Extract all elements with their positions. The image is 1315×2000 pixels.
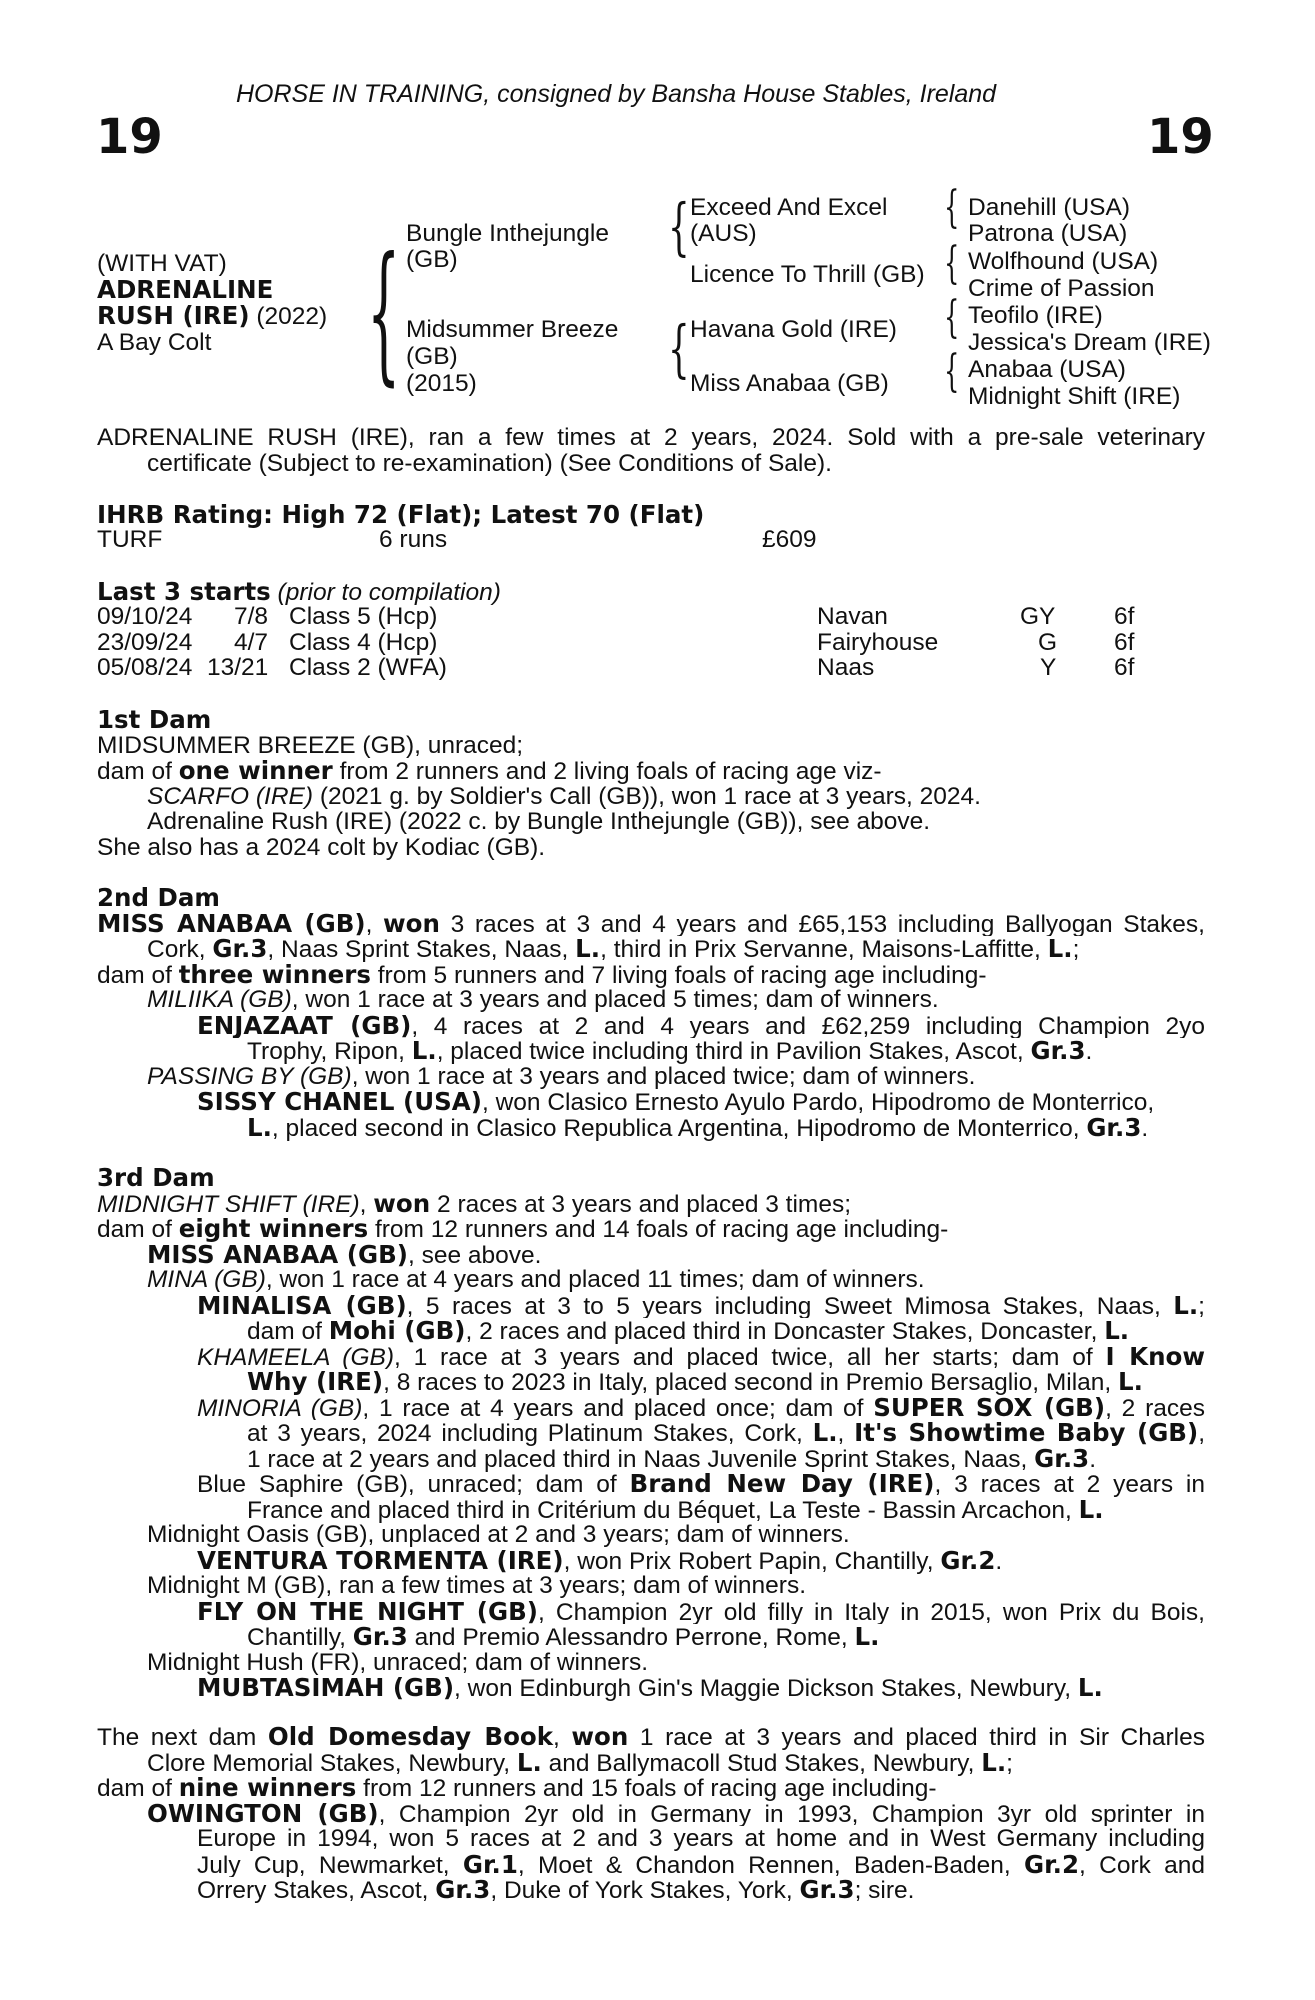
horse-name-line2-text: RUSH (IRE): [97, 301, 250, 330]
first-dam-heading: 1st Dam: [97, 705, 212, 734]
rating-earnings: £609: [762, 526, 817, 553]
pedigree-sdd: Crime of Passion: [968, 275, 1155, 302]
second-dam-line4: MILIIKA (GB), won 1 race at 3 years and placed 5 times; dam of winners.: [147, 986, 939, 1013]
first-dam-line1: MIDSUMMER BREEZE (GB), unraced;: [97, 731, 524, 759]
start-position: 7/8: [234, 603, 269, 630]
last-starts-title: Last 3 starts: [97, 577, 271, 606]
third-dam-line11: 1 race at 2 years and placed third in Naas Juvenile Sprint Stakes, Naas, Gr.3.: [247, 1443, 1097, 1473]
third-dam-heading: 3rd Dam: [97, 1163, 215, 1192]
first-dam-line3: SCARFO (IRE) (2021 g. by Soldier's Call (GB)), won 1 race at 3 years, 2024.: [147, 782, 981, 810]
intro-line2: certificate (Subject to re-examination) (See Conditions of Sale).: [147, 449, 832, 477]
third-dam-line18: Chantilly, Gr.3 and Premio Alessandro Perrone, Rome, L.: [247, 1622, 880, 1651]
pedigree-brace-ss: {: [944, 182, 960, 233]
first-dam-line2: dam of one winner from 2 runners and 2 living foals of racing age viz-: [97, 756, 882, 785]
pedigree-dam-line2: (GB): [406, 343, 458, 370]
pedigree-dds: Anabaa (USA): [968, 356, 1126, 383]
next-dam-line5: Europe in 1994, won 5 races at 2 and 3 years at home and in West Germany including: [197, 1826, 1205, 1852]
third-dam-line15: VENTURA TORMENTA (IRE), won Prix Robert Papin, Chantilly, Gr.2.: [197, 1545, 1003, 1575]
pedigree-brace-dam: {: [668, 312, 690, 385]
next-dam-line4: OWINGTON (GB), Champion 2yr old in Germany in 1993, Champion 3yr old sprinter in: [147, 1800, 1205, 1826]
start-going: Y: [1040, 654, 1057, 681]
start-distance: 6f: [1114, 654, 1135, 681]
third-dam-line4: MINA (GB), won 1 race at 4 years and placed 11 times; dam of winners.: [147, 1266, 925, 1293]
rating-heading: IHRB Rating: High 72 (Flat); Latest 70 (Flat): [97, 500, 705, 529]
horse-description: A Bay Colt: [97, 329, 212, 356]
second-dam-heading: 2nd Dam: [97, 883, 220, 912]
pedigree-ss-line2: (AUS): [690, 220, 757, 247]
third-dam-line1: MIDNIGHT SHIFT (IRE), won 2 races at 3 years and placed 3 times;: [97, 1188, 852, 1218]
pedigree-dam-line1: Midsummer Breeze: [406, 316, 619, 343]
second-dam-line7: PASSING BY (GB), won 1 race at 3 years and placed twice; dam of winners.: [147, 1062, 976, 1090]
third-dam-line2: dam of eight winners from 12 runners and 14 foals of racing age including-: [97, 1214, 949, 1243]
start-class: Class 2 (WFA): [289, 654, 447, 681]
pedigree-dd: Miss Anabaa (GB): [690, 370, 889, 397]
pedigree-ddd: Midnight Shift (IRE): [968, 383, 1181, 410]
third-dam-line7: KHAMEELA (GB), 1 race at 3 years and placed twice, all her starts; dam of I Know: [197, 1343, 1205, 1369]
vat-note: (WITH VAT): [97, 250, 227, 277]
pedigree-dam-line3: (2015): [406, 370, 477, 397]
pedigree-sire-line2: (GB): [406, 246, 458, 273]
start-course: Fairyhouse: [817, 629, 939, 656]
third-dam-line5: MINALISA (GB), 5 races at 3 to 5 years including Sweet Mimosa Stakes, Naas, L.;: [197, 1292, 1205, 1318]
pedigree-ss-line1: Exceed And Excel: [690, 194, 888, 221]
pedigree-ssd: Patrona (USA): [968, 220, 1128, 247]
third-dam-line9: MINORIA (GB), 1 race at 4 years and placed once; dam of SUPER SOX (GB), 2 races: [197, 1394, 1205, 1420]
third-dam-line19: Midnight Hush (FR), unraced; dam of winners.: [147, 1648, 649, 1676]
rating-surface: TURF: [97, 526, 163, 553]
start-class: Class 5 (Hcp): [289, 603, 438, 630]
third-dam-line8: Why (IRE), 8 races to 2023 in Italy, placed second in Premio Bersaglio, Milan, L.: [247, 1367, 1143, 1396]
pedigree-sds: Wolfhound (USA): [968, 248, 1159, 275]
second-dam-line8: SISSY CHANEL (USA), won Clasico Ernesto Ayulo Pardo, Hipodromo de Monterrico,: [197, 1087, 1155, 1116]
third-dam-line10: at 3 years, 2024 including Platinum Stakes, Cork, L., It's Showtime Baby (GB),: [247, 1420, 1205, 1446]
second-dam-line6: Trophy, Ripon, L., placed twice including third in Pavilion Stakes, Ascot, Gr.3.: [247, 1036, 1093, 1065]
second-dam-section: [97, 885, 1205, 1140]
next-dam-section: [97, 1724, 1205, 1903]
lot-number-left: 19: [96, 109, 163, 165]
next-dam-line3: dam of nine winners from 12 runners and 15 foals of racing age including-: [97, 1773, 937, 1802]
next-dam-line7: Orrery Stakes, Ascot, Gr.3, Duke of York Stakes, York, Gr.3; sire.: [197, 1875, 915, 1904]
first-dam-section: [97, 707, 1205, 860]
third-dam-line14: Midnight Oasis (GB), unplaced at 2 and 3 years; dam of winners.: [147, 1521, 850, 1548]
pedigree-sd: Licence To Thrill (GB): [690, 261, 925, 288]
start-position: 13/21: [207, 654, 269, 681]
start-class: Class 4 (Hcp): [289, 629, 438, 656]
third-dam-line3: MISS ANABAA (GB), see above.: [147, 1239, 542, 1269]
catalogue-header: HORSE IN TRAINING, consigned by Bansha House Stables, Ireland: [236, 80, 997, 108]
third-dam-line12: Blue Saphire (GB), unraced; dam of Brand New Day (IRE), 3 races at 2 years in: [197, 1471, 1205, 1497]
start-distance: 6f: [1114, 603, 1135, 630]
first-dam-line4: Adrenaline Rush (IRE) (2022 c. by Bungle Inthejungle (GB)), see above.: [147, 808, 931, 835]
pedigree-ds: Havana Gold (IRE): [690, 316, 897, 343]
start-position: 4/7: [234, 629, 269, 656]
second-dam-line1: MISS ANABAA (GB), won 3 races at 3 and 4 years and £65,153 including Ballyogan Stakes,: [97, 910, 1205, 936]
pedigree-brace-ds: {: [944, 292, 960, 343]
pedigree-brace-sire: {: [668, 190, 690, 263]
pedigree-brace-main: {: [367, 226, 401, 400]
last-starts-heading: [97, 579, 501, 606]
third-dam-line16: Midnight M (GB), ran a few times at 3 years; dam of winners.: [147, 1572, 807, 1599]
third-dam-line20: MUBTASIMAH (GB), won Edinburgh Gin's Maggie Dickson Stakes, Newbury, L.: [197, 1673, 1103, 1702]
first-dam-line5: She also has a 2024 colt by Kodiac (GB).: [97, 833, 546, 861]
last-starts-note: (prior to compilation): [270, 579, 501, 606]
lot-number-right: 19: [1147, 109, 1214, 165]
start-date: 05/08/24: [97, 654, 193, 681]
intro-line1: ADRENALINE RUSH (IRE), ran a few times at 2 years, 2024. Sold with a pre-sale veterinary: [97, 425, 1205, 451]
intro-paragraph: [97, 425, 1205, 476]
start-date: 23/09/24: [97, 629, 193, 656]
third-dam-section: [97, 1165, 1205, 1701]
third-dam-line6: dam of Mohi (GB), 2 races and placed third in Doncaster Stakes, Doncaster, L.: [247, 1316, 1130, 1345]
second-dam-line2: Cork, Gr.3, Naas Sprint Stakes, Naas, L., third in Prix Servanne, Maisons-Laffitte, L.;: [147, 934, 1080, 963]
pedigree-sire-line1: Bungle Inthejungle: [406, 220, 609, 247]
start-distance: 6f: [1114, 629, 1135, 656]
horse-year: (2022): [249, 303, 328, 330]
third-dam-line13: France and placed third in Critérium du Béquet, La Teste - Bassin Arcachon, L.: [247, 1494, 1104, 1524]
second-dam-line3: dam of three winners from 5 runners and 7 living foals of racing age including-: [97, 959, 987, 989]
second-dam-line5: ENJAZAAT (GB), 4 races at 2 and 4 years and £62,259 including Champion 2yo: [197, 1012, 1205, 1038]
second-dam-line9: L., placed second in Clasico Republica Argentina, Hipodromo de Monterrico, Gr.3.: [247, 1112, 1149, 1142]
horse-name-line2: [97, 303, 327, 330]
pedigree-sss: Danehill (USA): [968, 194, 1131, 221]
start-course: Naas: [817, 654, 875, 681]
start-date: 09/10/24: [97, 603, 193, 630]
next-dam-line2: Clore Memorial Stakes, Newbury, L. and Ballymacoll Stud Stakes, Newbury, L.;: [147, 1747, 1013, 1777]
third-dam-line17: FLY ON THE NIGHT (GB), Champion 2yr old filly in Italy in 2015, won Prix du Bois,: [197, 1598, 1205, 1624]
horse-name-line1: ADRENALINE: [97, 275, 274, 304]
rating-runs: 6 runs: [379, 526, 448, 553]
start-going: G: [1038, 629, 1058, 656]
pedigree-dss: Teofilo (IRE): [968, 302, 1103, 329]
start-course: Navan: [817, 603, 888, 630]
pedigree-brace-dd: {: [944, 346, 960, 397]
pedigree-brace-sd: {: [944, 238, 960, 289]
pedigree-dsd: Jessica's Dream (IRE): [968, 329, 1211, 356]
next-dam-line6: July Cup, Newmarket, Gr.1, Moet & Chandon Rennen, Baden-Baden, Gr.2, Cork and: [197, 1851, 1205, 1877]
next-dam-line1: The next dam Old Domesday Book, won 1 race at 3 years and placed third in Sir Charles: [97, 1724, 1205, 1750]
start-going: GY: [1020, 603, 1056, 630]
